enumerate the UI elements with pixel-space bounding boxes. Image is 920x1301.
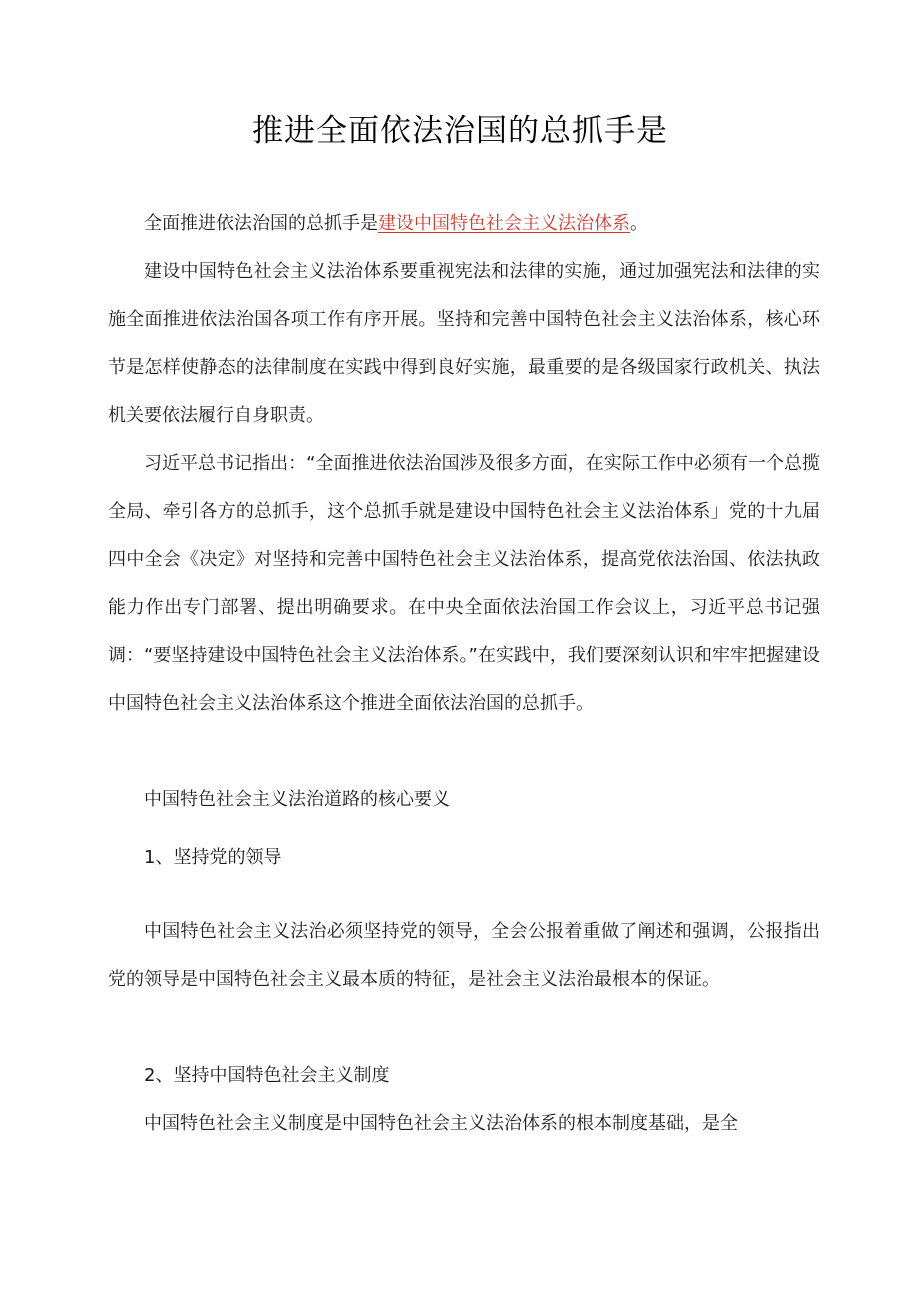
section-heading-socialist-system: 2、坚持中国特色社会主义制度 xyxy=(144,1065,390,1086)
intro-period: 。 xyxy=(630,213,648,234)
section-heading-core-meaning: 中国特色社会主义法治道路的核心要义 xyxy=(144,789,450,810)
paragraph-party-leadership: 中国特色社会主义法治必须坚持党的领导，全会公报着重做了阐述和强调，公报指出党的领导是中国特色社会主义最本质的特征，是社会主义法治最根本的保证。 xyxy=(108,921,820,990)
section-heading-party-leadership: 1、坚持党的领导 xyxy=(144,847,282,868)
document-title: 推进全面依法治国的总抓手是 xyxy=(252,113,668,149)
legal-system-link[interactable]: 建设中国特色社会主义法治体系 xyxy=(378,213,630,234)
paragraph-implementation: 建设中国特色社会主义法治体系要重视宪法和法律的实施，通过加强宪法和法律的实施全面推进依法治国各项工作有序开展。坚持和完善中国特色社会主义法治体系，核心环节是怎样使静态的法律制度在实践中得到良好实施，最重要的是各级国家行政机关、执法机关要依法履行自身职责。 xyxy=(108,261,820,426)
intro-text: 全面推进依法治国的总抓手是 xyxy=(144,213,378,234)
paragraph-quote: 习近平总书记指出：“全面推进依法治国涉及很多方面，在实际工作中必须有一个总揽全局、牵引各方的总抓手，这个总抓手就是建设中国特色社会主义法治体系」党的十九届四中全会《决定》对坚持和完善中国特色社会主义法治体系，提高党依法治国、依法执政能力作出专门部署、提出明确要求。在中央全面依法治国工作会议上，习近平总书记强调：“要坚持建设中国特色社会主义法治体系。”在实践中，我们要深刻认识和牢牢把握建设中国特色社会主义法治体系这个推进全面依法治国的总抓手。 xyxy=(108,453,820,714)
paragraph-socialist-system: 中国特色社会主义制度是中国特色社会主义法治体系的根本制度基础，是全 xyxy=(144,1113,738,1134)
paragraph-intro xyxy=(108,200,820,248)
